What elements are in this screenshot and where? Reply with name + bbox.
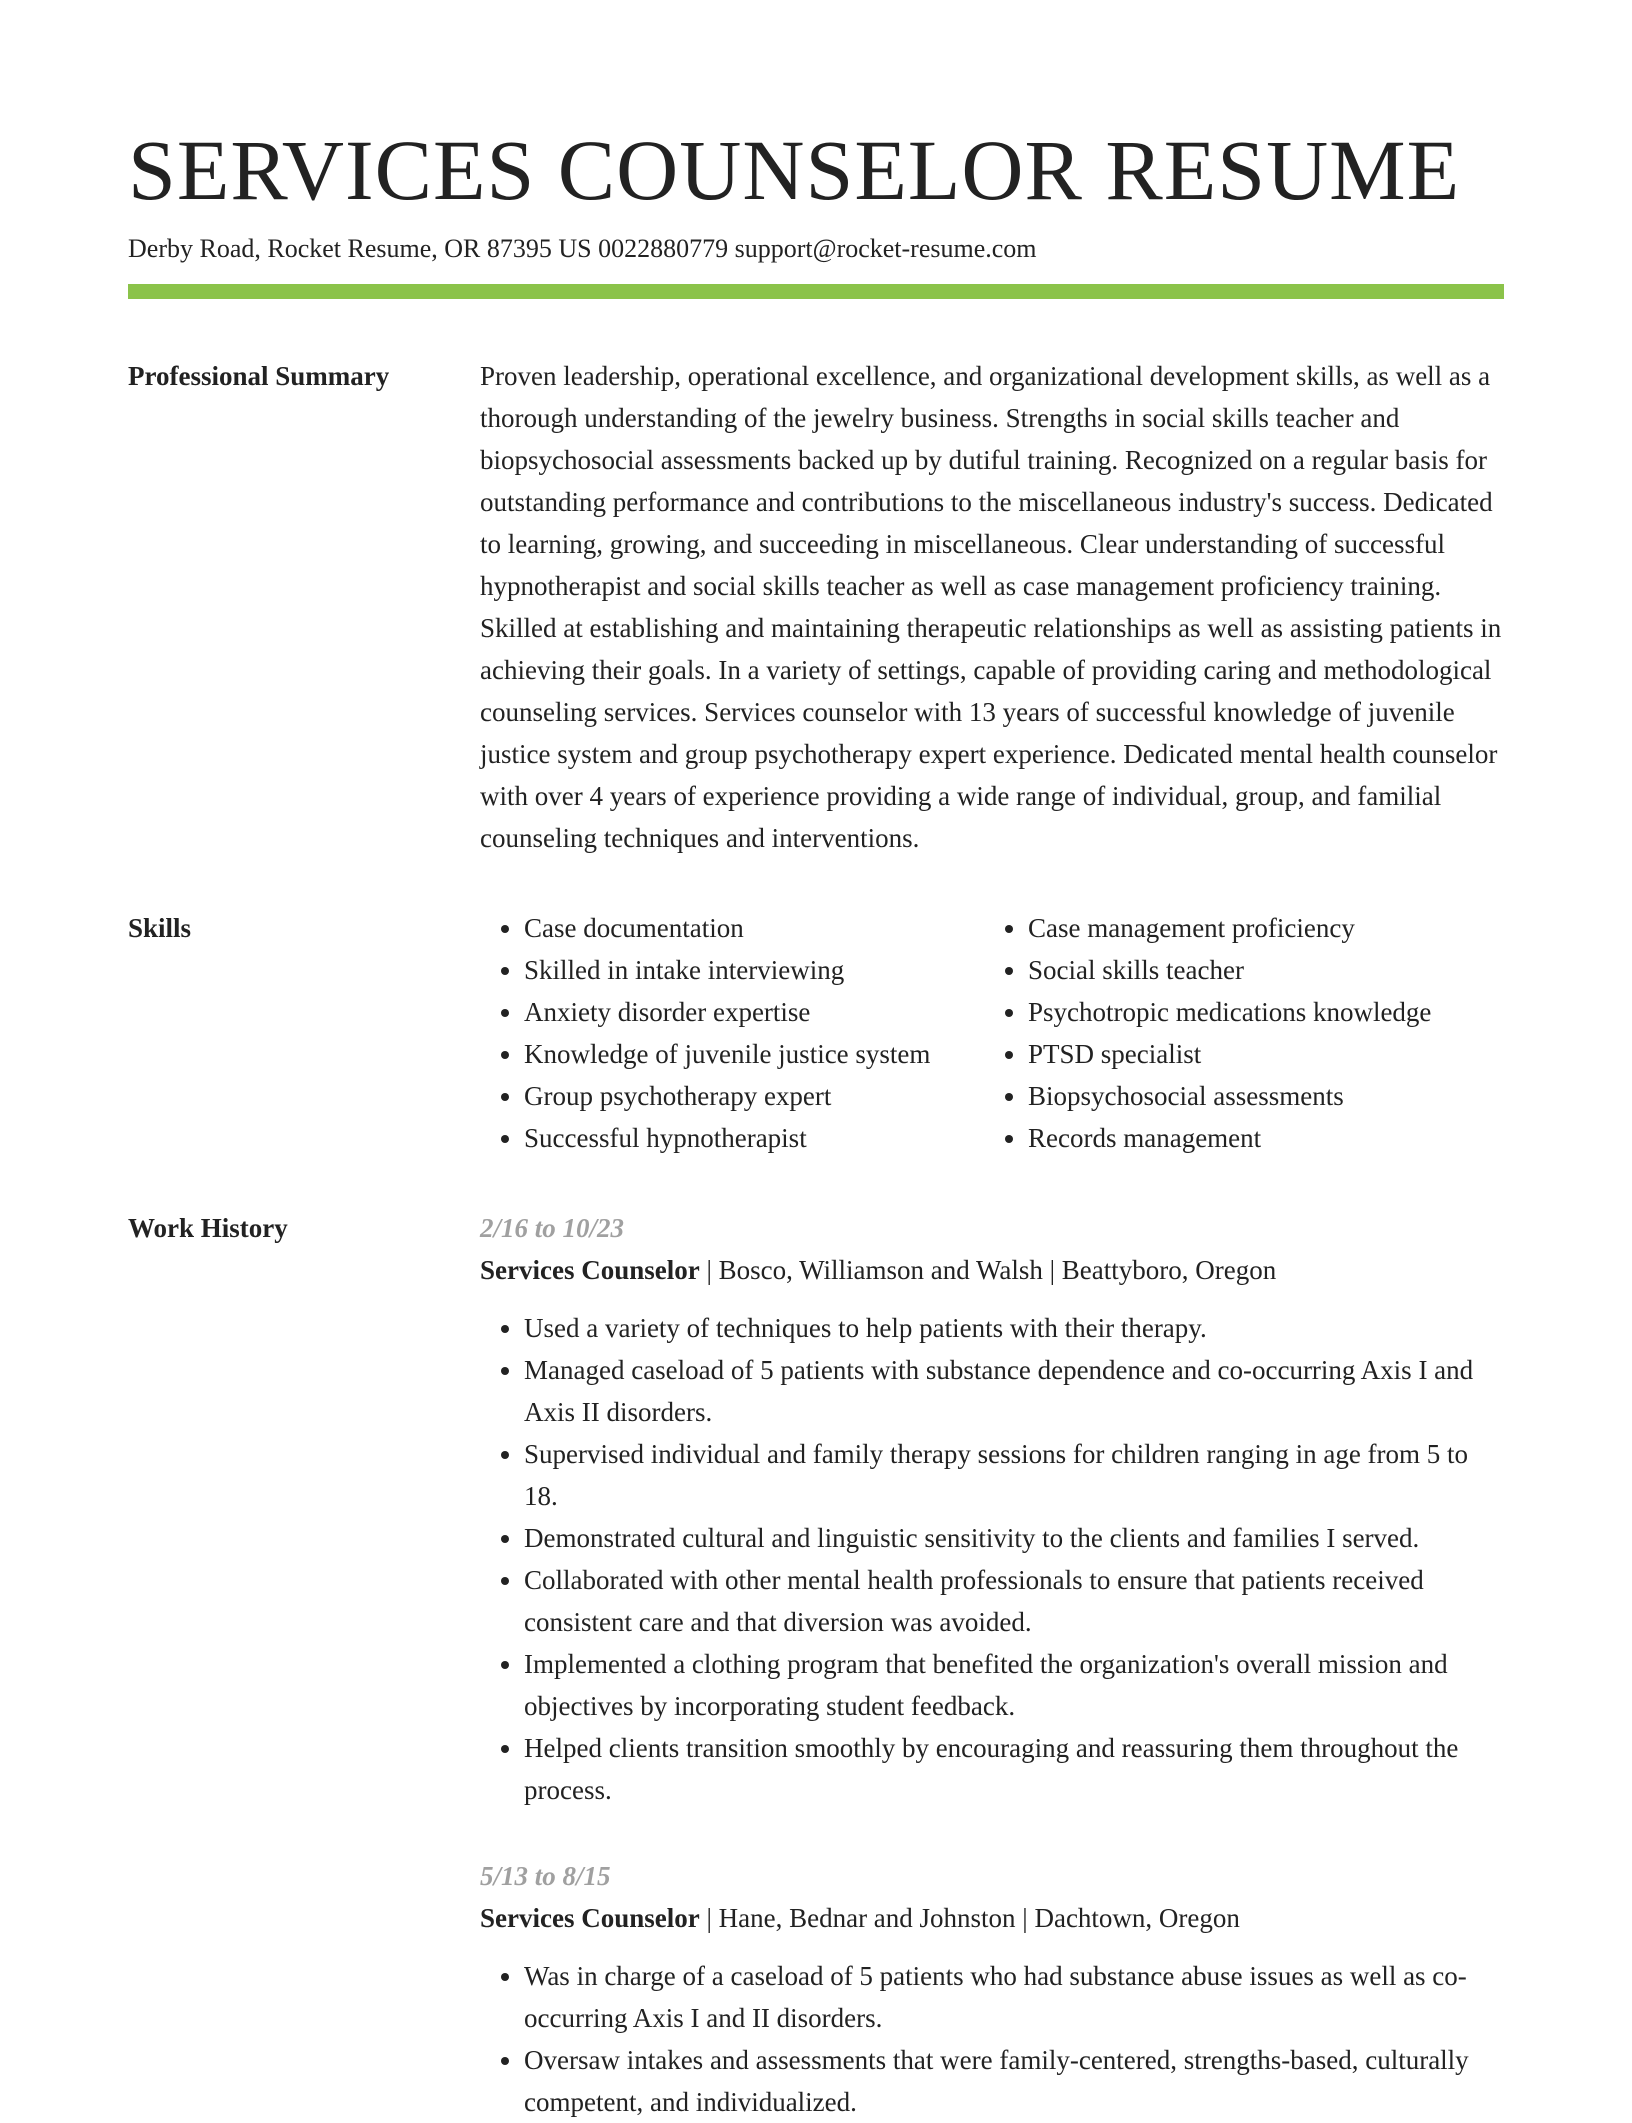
job-entry	[480, 1855, 1504, 2123]
job-bullet: • Demonstrated cultural and linguistic sensitivity to the clients and families I served.	[524, 1517, 1504, 1559]
skill-item: • Group psychotherapy expert	[524, 1075, 984, 1117]
job-bullet: • Collaborated with other mental health professionals to ensure that patients received consistent care and that diversion was avoided.	[524, 1559, 1504, 1643]
skills-heading: Skills	[128, 913, 192, 943]
contact-line: Derby Road, Rocket Resume, OR 87395 US 0022880779 support@rocket-resume.com	[128, 234, 1037, 263]
skills-grid	[480, 907, 1504, 1159]
skill-item: • Case documentation	[524, 907, 984, 949]
job-bullet: • Used a variety of techniques to help patients with their therapy.	[524, 1307, 1504, 1349]
skill-item: • Psychotropic medications knowledge	[1028, 991, 1488, 1033]
job-bullet: • Implemented a clothing program that benefited the organization's overall mission and objectives by incorporating student feedback.	[524, 1643, 1504, 1727]
job-title: Services Counselor	[480, 1255, 700, 1285]
skills-list-right	[984, 907, 1488, 1159]
job-bullet: • Supervised individual and family therapy sessions for children ranging in age from 5 to 18.	[524, 1433, 1504, 1517]
work-history-heading: Work History	[128, 1213, 288, 1243]
summary-heading: Professional Summary	[128, 361, 390, 391]
job-list	[480, 1207, 1504, 2123]
job-bullet: • Was in charge of a caseload of 5 patients who had substance abuse issues as well as co-occurring Axis I and II disorders.	[524, 1955, 1504, 2039]
job-title: Services Counselor	[480, 1903, 700, 1933]
resume-title: SERVICES COUNSELOR RESUME	[128, 122, 1461, 218]
summary-section	[128, 355, 1504, 859]
job-bullet-list	[480, 1955, 1504, 2123]
skills-section	[128, 907, 1504, 1159]
skill-item: • Skilled in intake interviewing	[524, 949, 984, 991]
job-bullet: • Oversaw intakes and assessments that were family-centered, strengths-based, culturally competent, and individualized.	[524, 2039, 1504, 2123]
resume-page	[128, 120, 1504, 2123]
accent-divider	[128, 284, 1504, 299]
skill-item: • Social skills teacher	[1028, 949, 1488, 991]
skills-list-left	[480, 907, 984, 1159]
job-dates: 5/13 to 8/15	[480, 1861, 611, 1891]
work-history-section	[128, 1207, 1504, 2123]
job-bullet-list	[480, 1307, 1504, 1811]
skill-item: • Records management	[1028, 1117, 1488, 1159]
skill-item: • Knowledge of juvenile justice system	[524, 1033, 984, 1075]
job-bullet: • Managed caseload of 5 patients with substance dependence and co-occurring Axis I and Axis II disorders.	[524, 1349, 1504, 1433]
skill-item: • Successful hypnotherapist	[524, 1117, 984, 1159]
job-employer-location: | Hane, Bednar and Johnston | Dachtown, Oregon	[699, 1903, 1240, 1933]
summary-text: Proven leadership, operational excellence, and organizational development skills, as well as a thorough understanding of the jewelry business. Strengths in social skills teacher and biopsychosocial assessments backed up by dutiful training. Recognized on a regular basis for outstanding performance and contributions to the miscellaneous industry's success. Dedicated to learning, growing, and succeeding in miscellaneous. Clear understanding of successful hypnotherapist and social skills teacher as well as case management proficiency training. Skilled at establishing and maintaining therapeutic relationships as well as assisting patients in achieving their goals. In a variety of settings, capable of providing caring and methodological counseling services. Services counselor with 13 years of successful knowledge of juvenile justice system and group psychotherapy expert experience. Dedicated mental health counselor with over 4 years of experience providing a wide range of individual, group, and familial counseling techniques and interventions.	[480, 361, 1502, 853]
skill-item: • Case management proficiency	[1028, 907, 1488, 949]
skill-item: • PTSD specialist	[1028, 1033, 1488, 1075]
skill-item: • Biopsychosocial assessments	[1028, 1075, 1488, 1117]
job-employer-location: | Bosco, Williamson and Walsh | Beattyboro, Oregon	[699, 1255, 1277, 1285]
job-bullet: • Helped clients transition smoothly by encouraging and reassuring them throughout the process.	[524, 1727, 1504, 1811]
skill-item: • Anxiety disorder expertise	[524, 991, 984, 1033]
job-dates: 2/16 to 10/23	[480, 1213, 625, 1243]
job-entry	[480, 1207, 1504, 1811]
job-title-line	[480, 1249, 1504, 1291]
job-title-line	[480, 1897, 1504, 1939]
